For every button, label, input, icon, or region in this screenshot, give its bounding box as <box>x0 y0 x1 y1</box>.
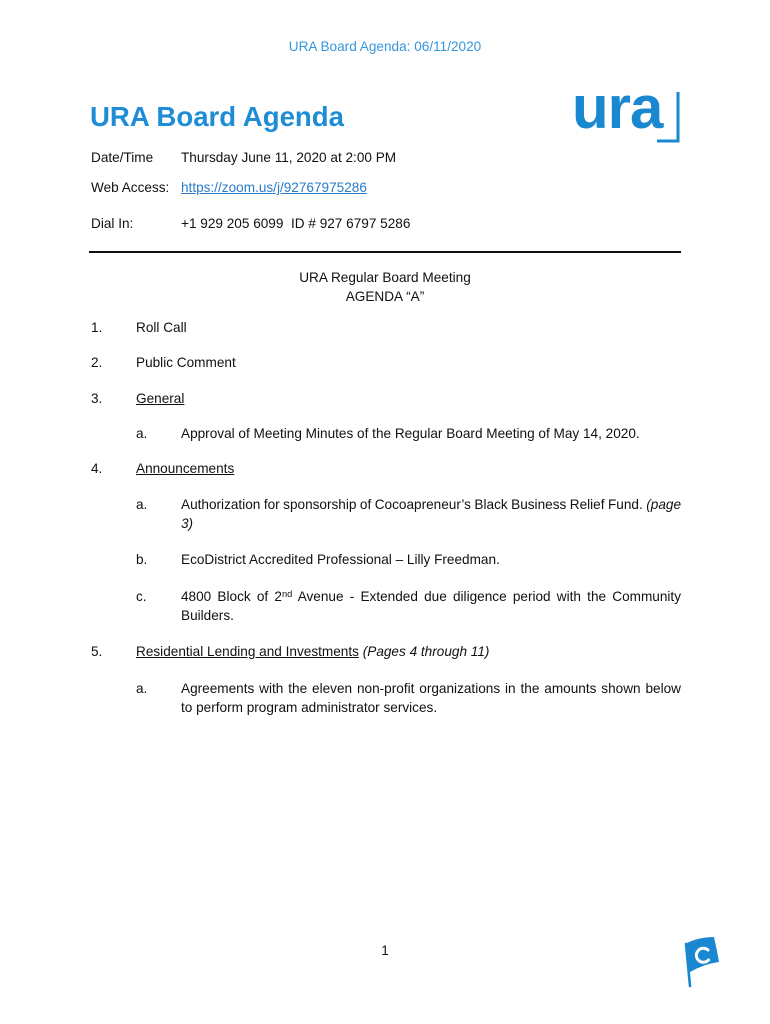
ordinal-superscript: nd <box>281 588 293 599</box>
item-title: Roll Call <box>136 320 187 335</box>
meeting-name: URA Regular Board Meeting <box>299 270 471 285</box>
running-header: URA Board Agenda: 06/11/2020 <box>288 39 482 54</box>
item-title-group <box>136 642 489 661</box>
sub-item-body: Authorization for sponsorship of Cocoapreneur’s Black Business Relief Fund. <box>181 497 643 512</box>
item-number: 4. <box>91 461 103 476</box>
agenda-item-general <box>91 389 681 408</box>
date-time-row <box>91 148 681 167</box>
item-number: 1. <box>91 320 103 335</box>
item-number: 5. <box>91 644 103 659</box>
dial-in-value: +1 929 205 6099 ID # 927 6797 5286 <box>181 216 411 231</box>
page-reference: (Pages 4 through 11) <box>362 644 490 659</box>
sub-item-body-start: 4800 Block of 2 <box>181 589 282 604</box>
ura-logo <box>560 82 690 148</box>
sub-item-text <box>181 495 681 533</box>
sub-item-body-end: Avenue - Extended due diligence period with the Community Builders. <box>181 589 681 623</box>
page-reference: (page 3) <box>181 497 682 531</box>
item-title: Announcements <box>136 461 235 476</box>
dial-in-label: Dial In: <box>91 216 134 231</box>
sub-item-text: Agreements with the eleven non-profit organizations in the amounts shown below to perform program administrator services. <box>181 681 681 715</box>
agenda-item-residential-lending <box>91 642 681 661</box>
agenda-label: AGENDA “A” <box>345 289 425 304</box>
logo-text: ura <box>572 82 663 141</box>
zoom-meeting-link[interactable]: https://zoom.us/j/92767975286 <box>181 180 367 195</box>
item-number: 2. <box>91 355 103 370</box>
sub-item-letter: a. <box>136 426 148 441</box>
agenda-item-roll-call <box>91 318 681 337</box>
sub-item-letter: a. <box>136 681 148 696</box>
page-number: 1 <box>381 943 389 958</box>
item-title: Public Comment <box>136 355 236 370</box>
sub-item-text: Approval of Meeting Minutes of the Regular Board Meeting of May 14, 2020. <box>181 426 640 441</box>
web-access-row <box>91 178 681 197</box>
dial-in-row <box>91 214 681 233</box>
item-title: General <box>136 391 185 406</box>
web-access-label: Web Access: <box>91 180 170 195</box>
sub-item-letter: b. <box>136 552 148 567</box>
date-time-value: Thursday June 11, 2020 at 2:00 PM <box>181 150 397 165</box>
section-divider <box>89 251 681 253</box>
sub-item-letter: a. <box>136 497 148 512</box>
date-time-label: Date/Time <box>91 150 154 165</box>
ura-flag-icon <box>678 932 724 990</box>
sub-item-text <box>181 587 681 625</box>
agenda-item-public-comment <box>91 353 681 372</box>
item-number: 3. <box>91 391 103 406</box>
sub-item-letter: c. <box>136 589 147 604</box>
agenda-item-announcements <box>91 459 681 478</box>
item-title: Residential Lending and Investments <box>136 644 359 659</box>
sub-item-text: EcoDistrict Accredited Professional – Lilly Freedman. <box>181 552 500 567</box>
flag-body <box>685 937 719 972</box>
page-title: URA Board Agenda <box>90 101 344 132</box>
